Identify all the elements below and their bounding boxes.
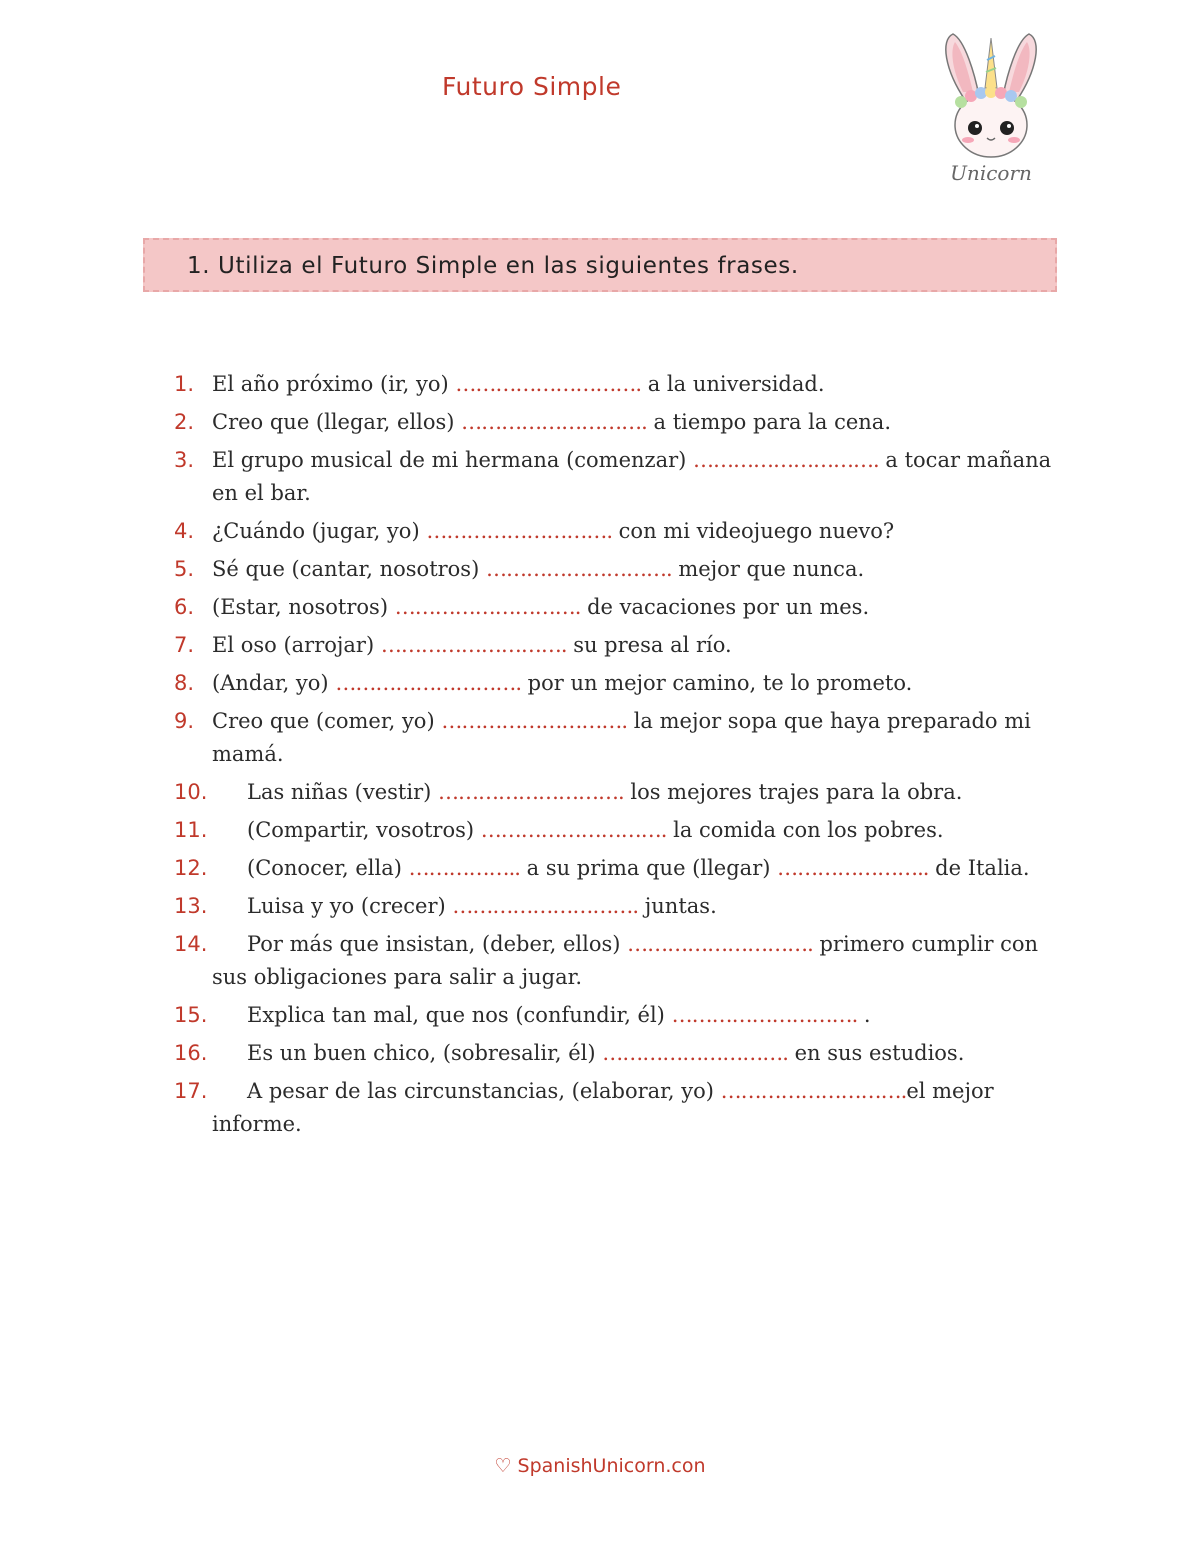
exercise-item xyxy=(0,814,1200,847)
answer-blank[interactable]: ………………………. xyxy=(452,894,639,918)
sentence-start: Por más que insistan, (deber, ellos) xyxy=(247,932,628,956)
exercise-item xyxy=(0,890,1200,923)
sentence-start: (Compartir, vosotros) xyxy=(247,818,481,842)
item-number: 13. xyxy=(174,894,208,918)
answer-blank[interactable]: ………………………. xyxy=(671,1003,858,1027)
answer-blank[interactable]: ………………………. xyxy=(426,519,612,543)
item-text xyxy=(212,928,1067,994)
item-text xyxy=(212,553,1067,586)
item-text xyxy=(212,776,1067,809)
sentence-end: a tocar mañana en el bar. xyxy=(212,448,1052,505)
sentence-start: Luisa y yo (crecer) xyxy=(247,894,453,918)
item-number: 17. xyxy=(174,1079,208,1103)
exercise-item xyxy=(0,368,1200,401)
answer-blank[interactable]: ………………………. xyxy=(437,780,624,804)
item-number: 9. xyxy=(174,709,195,733)
item-text xyxy=(212,629,1067,662)
sentence-start: Es un buen chico, (sobresalir, él) xyxy=(247,1041,603,1065)
sentence-start: ¿Cuándo (jugar, yo) xyxy=(212,519,427,543)
item-number: 2. xyxy=(174,410,195,434)
svg-text:Unicorn: Unicorn xyxy=(950,161,1032,185)
instruction-text: 1. Utiliza el Futuro Simple en las siguientes frases. xyxy=(187,253,799,279)
sentence-middle: a su prima que (llegar) xyxy=(519,856,778,880)
exercise-item xyxy=(0,852,1200,885)
item-text xyxy=(212,444,1067,510)
item-text xyxy=(212,667,1067,700)
item-text xyxy=(212,1037,1067,1070)
item-text xyxy=(212,406,1067,439)
exercise-item xyxy=(0,629,1200,662)
sentence-end: con mi videojuego nuevo? xyxy=(612,519,895,543)
sentence-end: . xyxy=(857,1003,871,1027)
sentence-end: de vacaciones por un mes. xyxy=(580,595,870,619)
sentence-start: (Andar, yo) xyxy=(212,671,336,695)
sentence-start: A pesar de las circunstancias, (elaborar, yo) xyxy=(247,1079,721,1103)
page-title: Futuro Simple xyxy=(442,72,622,101)
item-text xyxy=(212,852,1067,885)
item-number: 12. xyxy=(174,856,208,880)
sentence-start: Las niñas (vestir) xyxy=(247,780,438,804)
answer-blank[interactable]: ………………………. xyxy=(441,709,628,733)
sentence-end: el mejor informe. xyxy=(212,1079,994,1136)
item-number: 4. xyxy=(174,519,195,543)
sentence-end: en sus estudios. xyxy=(787,1041,965,1065)
exercise-item xyxy=(0,591,1200,624)
answer-blank[interactable]: ………………………. xyxy=(461,410,647,434)
sentence-start: El grupo musical de mi hermana (comenzar) xyxy=(212,448,694,472)
answer-blank[interactable]: ………………………. xyxy=(720,1079,907,1103)
item-number: 3. xyxy=(174,448,195,472)
exercise-item xyxy=(0,667,1200,700)
answer-blank[interactable]: ………………………. xyxy=(693,448,879,472)
sentence-start: Creo que (comer, yo) xyxy=(212,709,442,733)
sentence-start: (Conocer, ella) xyxy=(247,856,409,880)
exercise-item xyxy=(0,553,1200,586)
answer-blank[interactable]: ………………………. xyxy=(380,633,567,657)
answer-blank[interactable]: ………………………. xyxy=(602,1041,788,1065)
exercise-item xyxy=(0,928,1200,994)
exercise-item xyxy=(0,515,1200,548)
answer-blank[interactable]: ………………………. xyxy=(335,671,521,695)
answer-blank[interactable]: ………………………. xyxy=(627,932,813,956)
answer-blank[interactable]: ………………….. xyxy=(777,856,929,880)
item-number: 14. xyxy=(174,932,208,956)
sentence-end: primero cumplir con sus obligaciones para salir a jugar. xyxy=(212,932,1039,989)
sentence-end: a tiempo para la cena. xyxy=(646,410,892,434)
sentence-start: Sé que (cantar, nosotros) xyxy=(212,557,486,581)
sentence-start: Explica tan mal, que nos (confundir, él) xyxy=(247,1003,672,1027)
exercise-item xyxy=(0,705,1200,771)
sentence-start: El oso (arrojar) xyxy=(212,633,381,657)
exercise-item xyxy=(0,1075,1200,1141)
answer-blank[interactable]: …………….. xyxy=(408,856,520,880)
item-number: 15. xyxy=(174,1003,208,1027)
exercise-item xyxy=(0,1037,1200,1070)
item-text xyxy=(212,705,1067,771)
sentence-end: juntas. xyxy=(638,894,717,918)
item-number: 16. xyxy=(174,1041,208,1065)
sentence-start: (Estar, nosotros) xyxy=(212,595,395,619)
answer-blank[interactable]: ………………………. xyxy=(480,818,667,842)
item-text xyxy=(212,814,1067,847)
item-text xyxy=(212,1075,1067,1141)
exercise-item xyxy=(0,999,1200,1032)
exercise-list xyxy=(0,368,1200,1146)
item-number: 7. xyxy=(174,633,195,657)
sentence-end: de Italia. xyxy=(928,856,1030,880)
exercise-item xyxy=(0,444,1200,510)
answer-blank[interactable]: ………………………. xyxy=(455,372,642,396)
item-text xyxy=(212,999,1067,1032)
item-text xyxy=(212,515,1067,548)
sentence-start: Creo que (llegar, ellos) xyxy=(212,410,462,434)
item-number: 10. xyxy=(174,780,208,804)
item-number: 6. xyxy=(174,595,195,619)
exercise-item xyxy=(0,406,1200,439)
sentence-end: su presa al río. xyxy=(566,633,732,657)
unicorn-logo xyxy=(935,30,1047,190)
sentence-start: El año próximo (ir, yo) xyxy=(212,372,456,396)
sentence-end: a la universidad. xyxy=(641,372,825,396)
item-text xyxy=(212,368,1067,401)
item-text xyxy=(212,890,1067,923)
answer-blank[interactable]: ………………………. xyxy=(394,595,581,619)
item-number: 11. xyxy=(174,818,208,842)
sentence-end: por un mejor camino, te lo prometo. xyxy=(521,671,913,695)
item-text xyxy=(212,591,1067,624)
sentence-end: la comida con los pobres. xyxy=(666,818,944,842)
answer-blank[interactable]: ………………………. xyxy=(485,557,672,581)
instruction-banner xyxy=(143,238,1057,292)
sentence-end: mejor que nunca. xyxy=(671,557,865,581)
exercise-item xyxy=(0,776,1200,809)
sentence-end: la mejor sopa que haya preparado mi mamá. xyxy=(212,709,1031,766)
item-number: 1. xyxy=(174,372,195,396)
item-number: 5. xyxy=(174,557,195,581)
sentence-end: los mejores trajes para la obra. xyxy=(623,780,963,804)
item-number: 8. xyxy=(174,671,195,695)
footer-link[interactable]: ♡ SpanishUnicorn.con xyxy=(494,1455,706,1477)
